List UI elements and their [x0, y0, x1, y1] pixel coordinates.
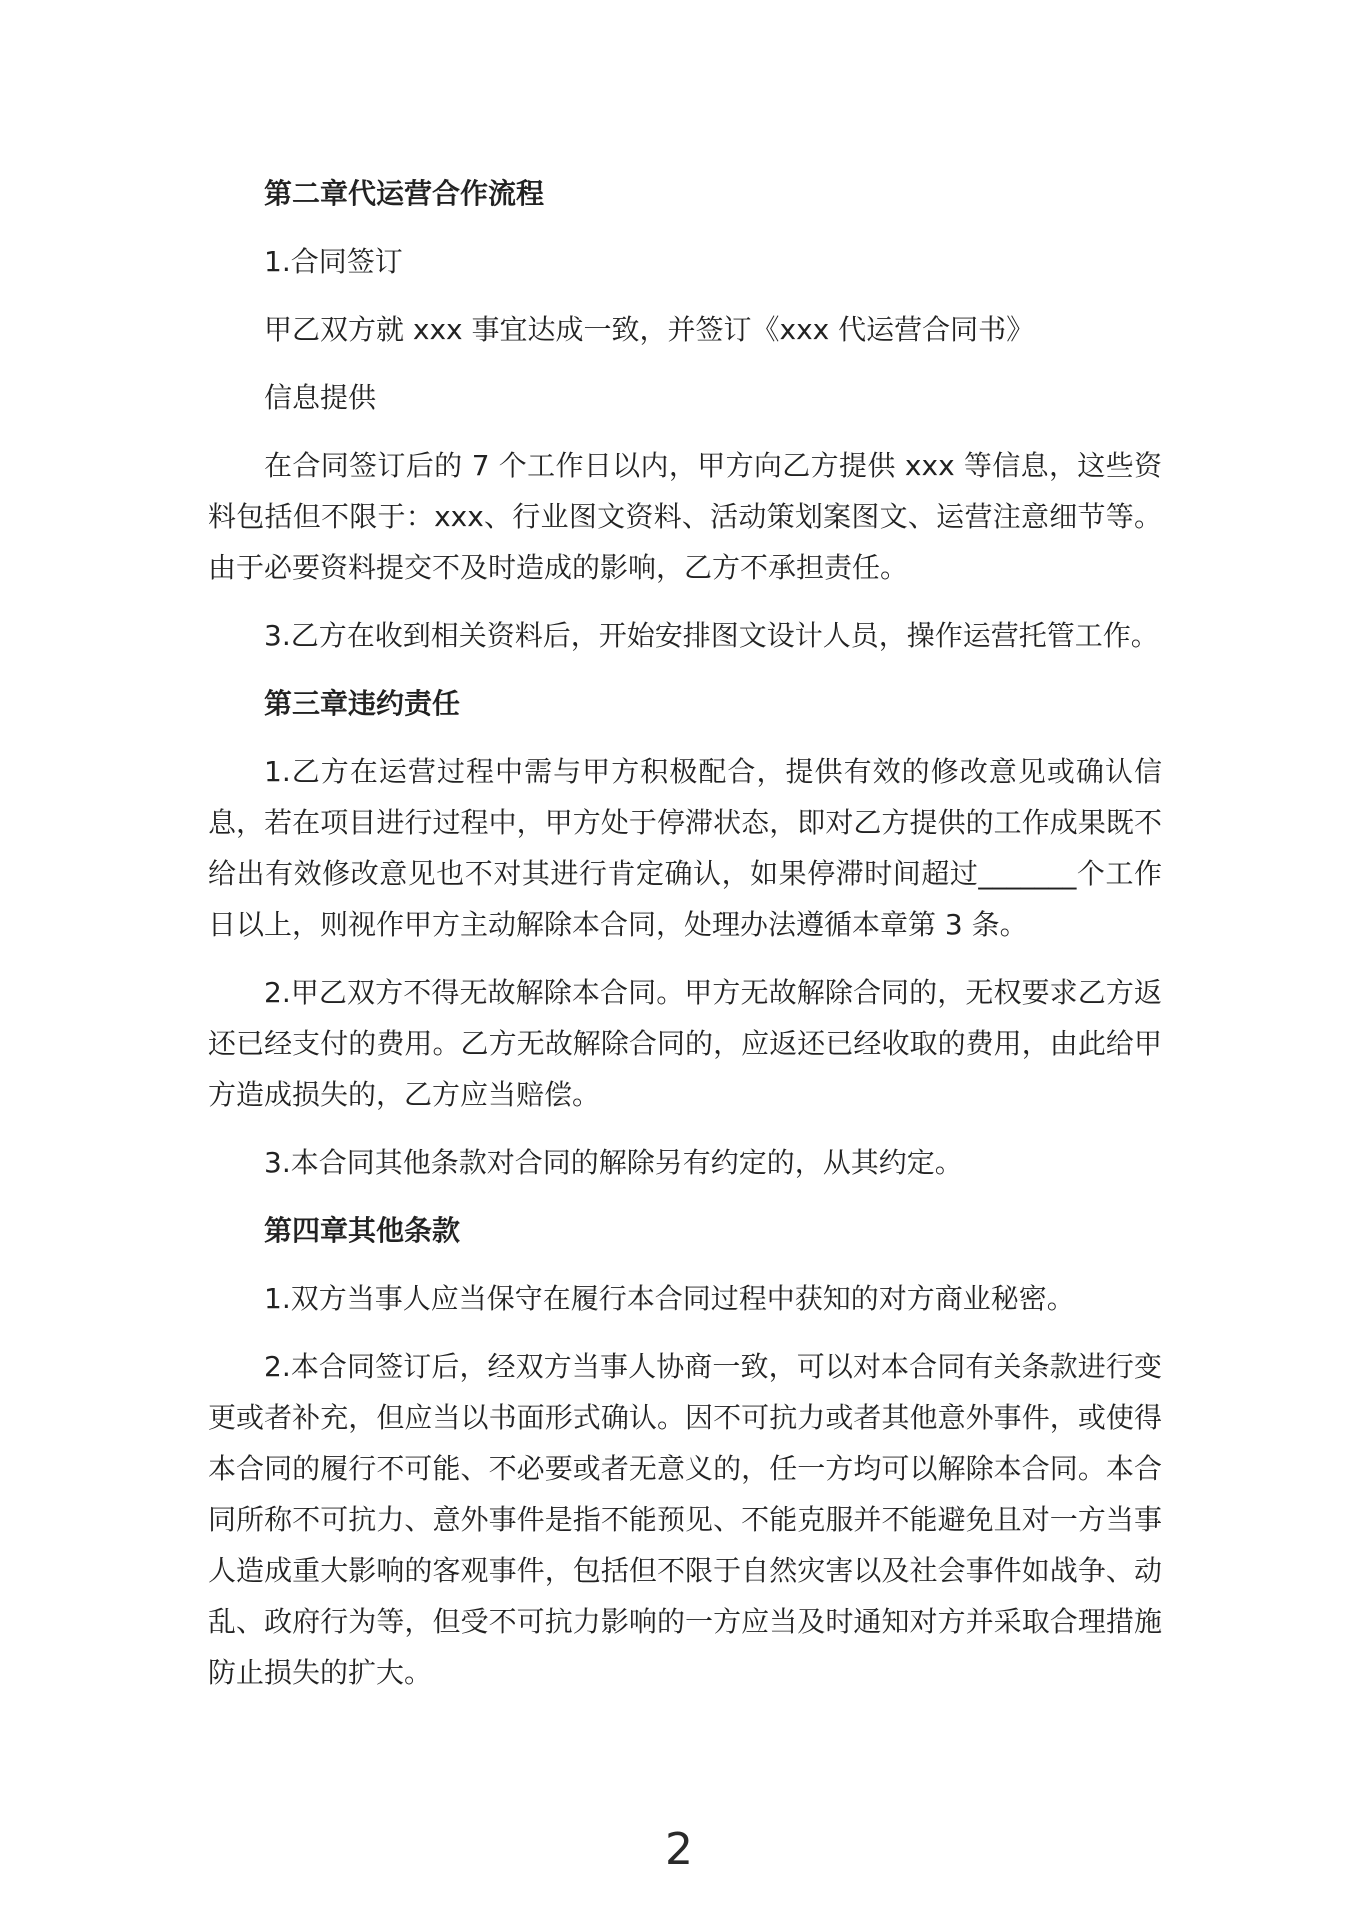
- paragraph-operation-start: 3.乙方在收到相关资料后，开始安排图文设计人员，操作运营托管工作。: [264, 619, 1159, 652]
- chapter-4-heading: 第四章其他条款: [264, 1214, 461, 1247]
- paragraph-information-provision: 在合同签订后的 7 个工作日以内，甲方向乙方提供 xxx 等信息，这些资料包括但不限于：xxx、行业图文资料、活动策划案图文、运营注意细节等。由于必要资料提交不及时造成的影响，乙方不承担责任。: [208, 449, 1162, 584]
- chapter-3-heading: 第三章违约责任: [264, 687, 461, 720]
- paragraph-other-1: 1.双方当事人应当保守在履行本合同过程中获知的对方商业秘密。: [264, 1282, 1075, 1315]
- document-body: [208, 168, 1162, 1715]
- paragraph-breach-1: 1.乙方在运营过程中需与甲方积极配合，提供有效的修改意见或确认信息，若在项目进行过程中，甲方处于停滞状态，即对乙方提供的工作成果既不给出有效修改意见也不对其进行肯定确认，如果停滞时间超过_______个工作日以上，则视作甲方主动解除本合同，处理办法遵循本章第 3 条。: [208, 755, 1162, 941]
- section-contract-signing: 1.合同签订: [264, 245, 403, 278]
- paragraph-signing-agreement: 甲乙双方就 xxx 事宜达成一致，并签订《xxx 代运营合同书》: [264, 313, 1035, 346]
- chapter-2-heading: 第二章代运营合作流程: [264, 177, 545, 210]
- section-information-provision: 信息提供: [264, 381, 377, 414]
- page-number: 2: [665, 1824, 693, 1875]
- paragraph-other-2: 2.本合同签订后，经双方当事人协商一致，可以对本合同有关条款进行变更或者补充，但应当以书面形式确认。因不可抗力或者其他意外事件，或使得本合同的履行不可能、不必要或者无意义的，任一方均可以解除本合同。本合同所称不可抗力、意外事件是指不能预见、不能克服并不能避免且对一方当事人造成重大影响的客观事件，包括但不限于自然灾害以及社会事件如战争、动乱、政府行为等，但受不可抗力影响的一方应当及时通知对方并采取合理措施防止损失的扩大。: [208, 1350, 1162, 1689]
- paragraph-breach-3: 3.本合同其他条款对合同的解除另有约定的，从其约定。: [264, 1146, 963, 1179]
- paragraph-breach-2: 2.甲乙双方不得无故解除本合同。甲方无故解除合同的，无权要求乙方返还已经支付的费用。乙方无故解除合同的，应返还已经收取的费用，由此给甲方造成损失的，乙方应当赔偿。: [208, 976, 1162, 1111]
